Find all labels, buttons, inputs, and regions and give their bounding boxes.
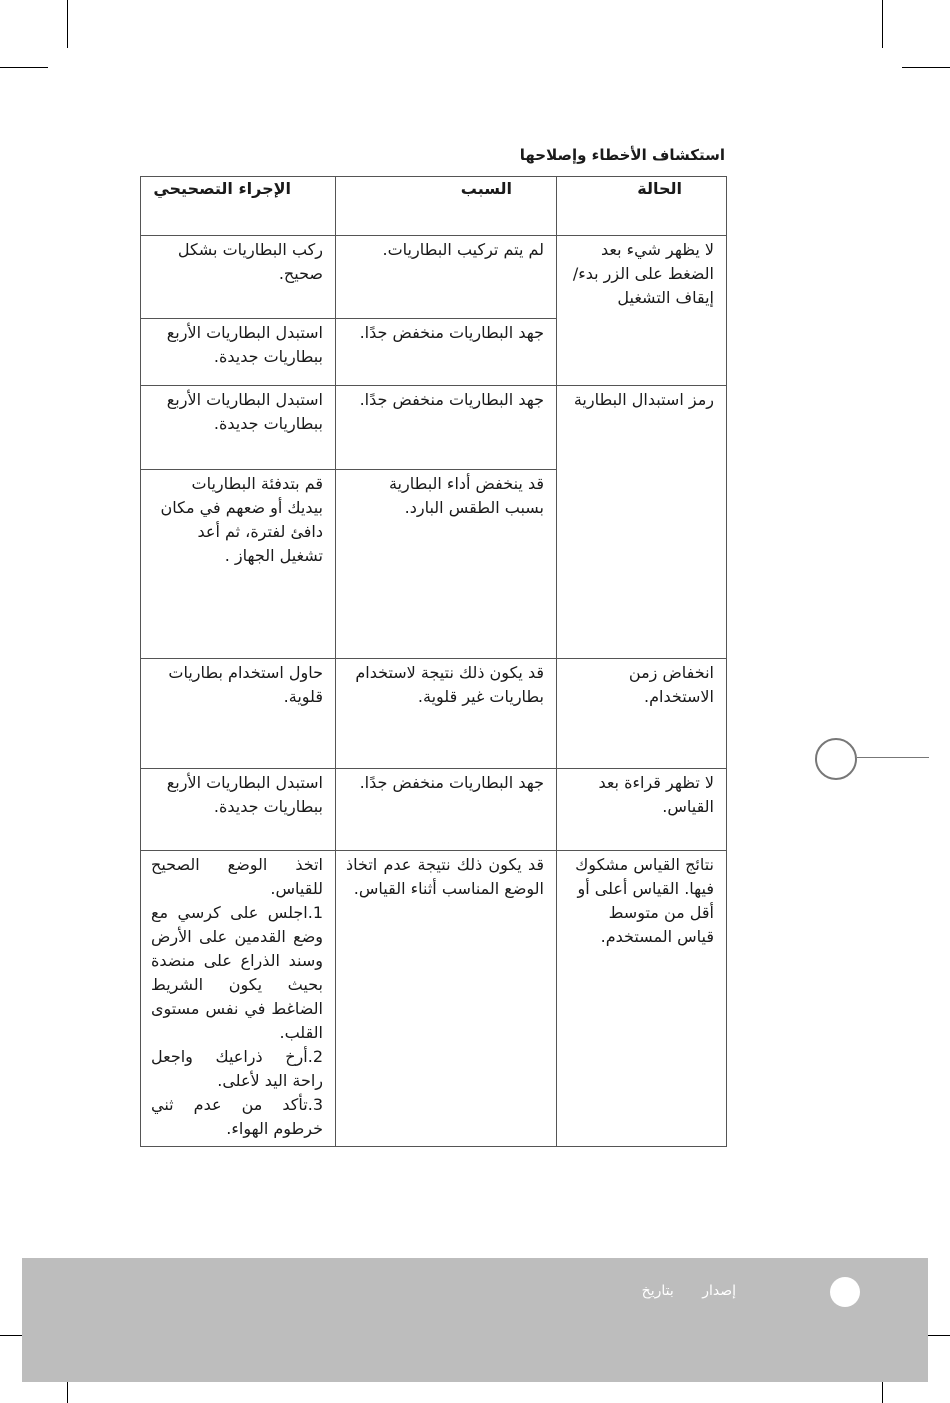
action-line: اتخذ الوضع الصحيح للقياس. xyxy=(151,855,323,898)
side-tab-line xyxy=(857,757,929,758)
crop-mark xyxy=(0,67,48,68)
header-state: الحالة xyxy=(557,177,727,236)
page-number-dot xyxy=(830,1277,860,1307)
header-cause: السبب xyxy=(336,177,557,236)
action-cell: قم بتدفئة البطاريات بيديك أو ضعهم في مكان دافئ لفترة، ثم أعد تشغيل الجهاز . xyxy=(141,470,336,659)
state-cell: لا تظهر قراءة بعد القياس. xyxy=(557,769,727,851)
table-row xyxy=(141,386,727,470)
crop-mark xyxy=(902,67,950,68)
side-tab-circle xyxy=(815,738,857,780)
cause-cell: جهد البطاريات منخفض جدًا. xyxy=(336,386,557,470)
header-action: الإجراء التصحيحي xyxy=(141,177,336,236)
footer-bar xyxy=(22,1258,928,1382)
table-header-row xyxy=(141,177,727,236)
state-cell: انخفاض زمن الاستخدام. xyxy=(557,659,727,769)
troubleshooting-table xyxy=(140,176,727,1147)
action-step-1: 1.اجلس على كرسي مع وضع القدمين على الأرض وسند الذراع على منضدة بحيث يكون الشريط الضاغط في نفس مستوى القلب. xyxy=(151,903,323,1042)
action-cell: استبدل البطاريات الأربع ببطاريات جديدة. xyxy=(141,386,336,470)
state-cell: رمز استبدال البطارية xyxy=(557,386,727,659)
cause-cell: قد يكون ذلك نتيجة عدم اتخاذ الوضع المناسب أثناء القياس. xyxy=(336,851,557,1147)
action-cell xyxy=(141,851,336,1147)
date-label: بتاريخ xyxy=(641,1283,674,1299)
cause-cell: جهد البطاريات منخفض جدًا. xyxy=(336,319,557,386)
action-cell: استبدل البطاريات الأربع ببطاريات جديدة. xyxy=(141,769,336,851)
action-step-3: 3.تأكد من عدم ثني خرطوم الهواء. xyxy=(151,1095,323,1138)
issue-label: إصدار xyxy=(702,1283,736,1299)
state-cell: لا يظهر شيء بعد الضغط على الزر بدء/إيقاف التشغيل xyxy=(557,236,727,386)
footer-text xyxy=(618,1283,736,1299)
table-row xyxy=(141,236,727,319)
table-row xyxy=(141,851,727,1147)
action-cell: حاول استخدام بطاريات قلوية. xyxy=(141,659,336,769)
table-row xyxy=(141,659,727,769)
crop-mark xyxy=(882,0,883,48)
action-step-2: 2.أرخ ذراعيك واجعل راحة اليد لأعلى. xyxy=(151,1047,323,1090)
action-cell: استبدل البطاريات الأربع ببطاريات جديدة. xyxy=(141,319,336,386)
page-title: استكشاف الأخطاء وإصلاحها xyxy=(519,146,725,164)
cause-cell: قد يكون ذلك نتيجة لاستخدام بطاريات غير قلوية. xyxy=(336,659,557,769)
action-cell: ركب البطاريات بشكل صحيح. xyxy=(141,236,336,319)
cause-cell: لم يتم تركيب البطاريات. xyxy=(336,236,557,319)
table-row xyxy=(141,769,727,851)
cause-cell: قد ينخفض أداء البطارية بسبب الطقس البارد. xyxy=(336,470,557,659)
cause-cell: جهد البطاريات منخفض جدًا. xyxy=(336,769,557,851)
crop-mark xyxy=(67,0,68,48)
state-cell: نتائج القياس مشكوك فيها. القياس أعلى أو أقل من متوسط قياس المستخدم. xyxy=(557,851,727,1147)
